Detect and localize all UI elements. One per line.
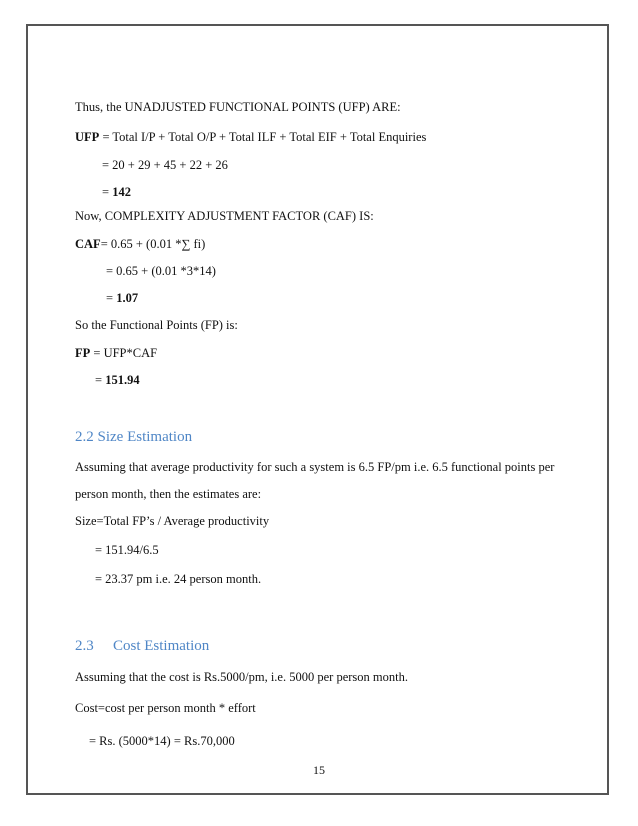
caf-formula <box>75 236 205 252</box>
fp-formula-label: FP <box>75 346 91 360</box>
cost-heading-text: Cost Estimation <box>113 638 210 654</box>
caf-formula-label: CAF <box>75 237 101 251</box>
fp-result-prefix: = <box>95 373 106 387</box>
size-formula: Size=Total FP’s / Average productivity <box>75 514 270 528</box>
size-result-line: = 23.37 pm i.e. 24 person month. <box>95 572 262 586</box>
fp-intro: So the Functional Points (FP) is: <box>75 318 238 332</box>
caf-formula-text: = 0.65 + (0.01 *∑ fi) <box>100 237 206 251</box>
cost-heading-number: 2.3 <box>75 638 94 654</box>
caf-result-value: 1.07 <box>116 291 139 305</box>
fp-result <box>95 372 140 388</box>
ufp-sum-line: = 20 + 29 + 45 + 22 + 26 <box>102 158 228 172</box>
ufp-formula-label: UFP <box>75 130 100 144</box>
cost-para: Assuming that the cost is Rs.5000/pm, i.e. 5000 per person month. <box>75 670 408 684</box>
caf-result <box>106 290 138 306</box>
ufp-result-value: 142 <box>112 185 131 199</box>
caf-result-prefix: = <box>106 291 117 305</box>
size-calc-line: = 151.94/6.5 <box>95 543 159 557</box>
ufp-result <box>102 184 131 200</box>
page-number: 15 <box>313 763 325 777</box>
fp-formula-text: = UFP*CAF <box>90 346 158 360</box>
cost-formula: Cost=cost per person month * effort <box>75 701 256 715</box>
fp-result-value: 151.94 <box>105 373 140 387</box>
ufp-formula-text: = Total I/P + Total O/P + Total ILF + Total EIF + Total Enquiries <box>99 130 427 144</box>
ufp-result-prefix: = <box>102 185 113 199</box>
caf-calc-line: = 0.65 + (0.01 *3*14) <box>106 264 216 278</box>
ufp-intro: Thus, the UNADJUSTED FUNCTIONAL POINTS (UFP) ARE: <box>75 100 401 114</box>
size-estimation-heading: 2.2 Size Estimation <box>75 429 193 445</box>
ufp-formula <box>75 129 426 145</box>
size-para-line-1: Assuming that average productivity for such a system is 6.5 FP/pm i.e. 6.5 functional points per <box>75 460 555 474</box>
cost-calc-line: = Rs. (5000*14) = Rs.70,000 <box>89 734 235 748</box>
caf-intro: Now, COMPLEXITY ADJUSTMENT FACTOR (CAF) IS: <box>75 209 374 223</box>
fp-formula <box>75 345 157 361</box>
size-para-line-2: person month, then the estimates are: <box>75 487 262 501</box>
cost-estimation-heading <box>75 637 209 655</box>
